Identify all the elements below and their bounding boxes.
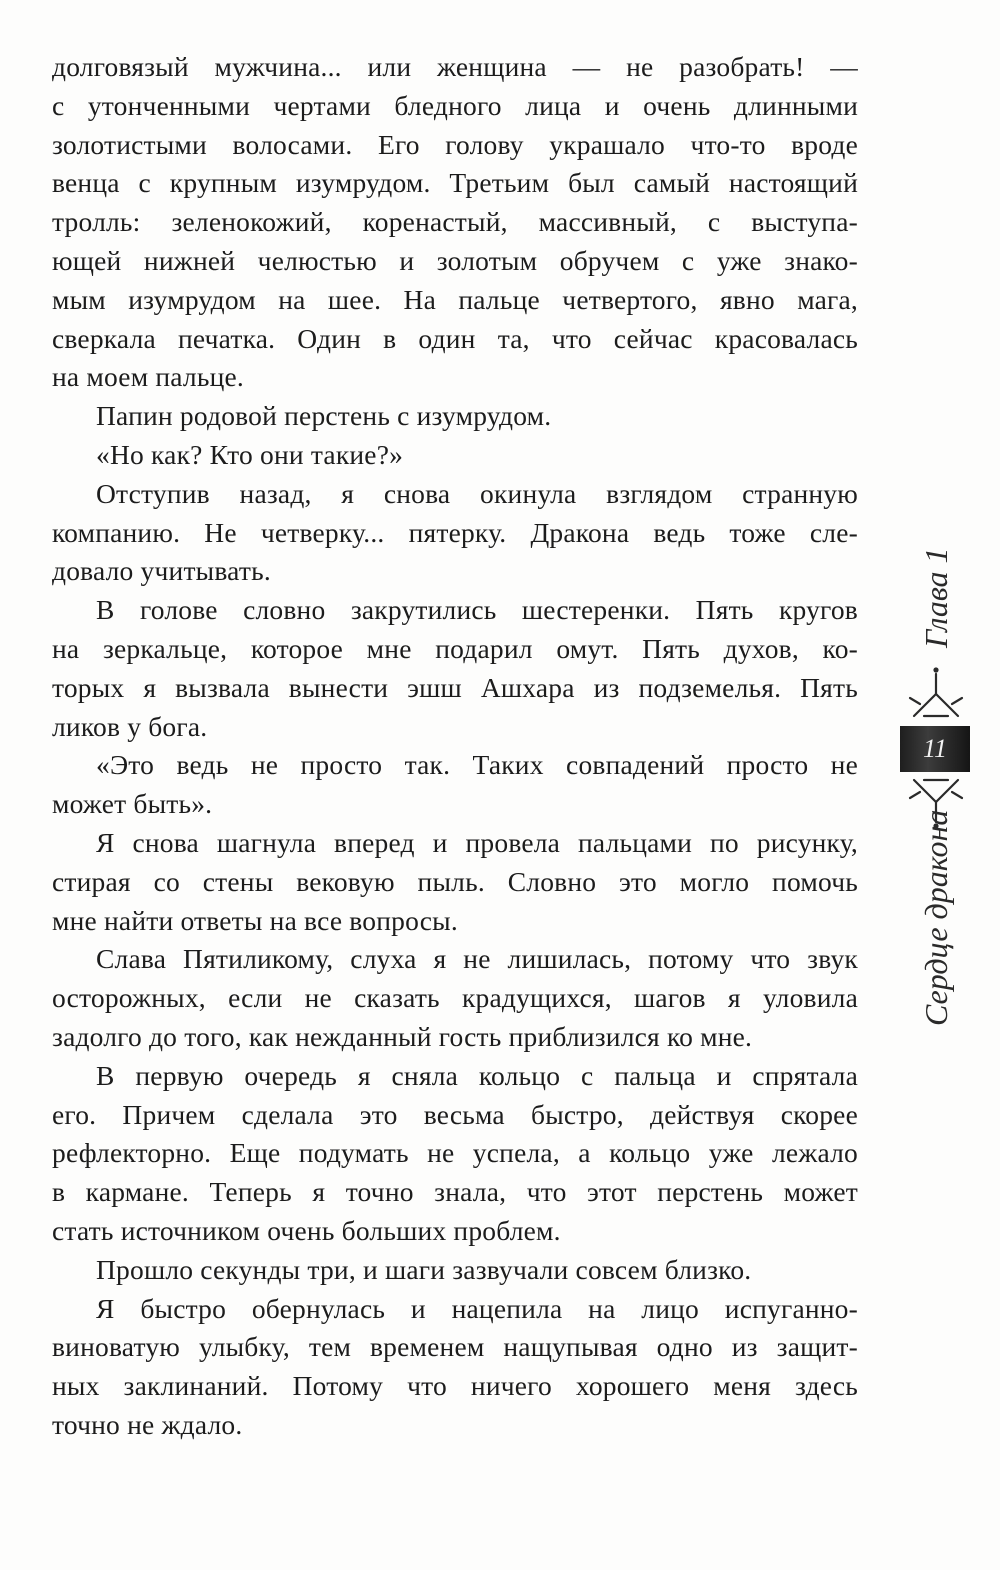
text-line: ющей нижней челюстью и золотым обручем с уже знако- xyxy=(52,244,858,276)
text-line: В первую очередь я сняла кольцо с пальца и спрятала xyxy=(96,1059,858,1091)
text-line: его. Причем сделала это весьма быстро, действуя скорее xyxy=(52,1098,858,1130)
text-line: венца с крупным изумрудом. Третьим был самый настоящий xyxy=(52,167,858,199)
page-number-badge xyxy=(900,726,970,772)
text-line: ликов у бога. xyxy=(52,710,208,742)
text-line: торых я вызвала вынести эшш Ашхара из подземелья. Пять xyxy=(52,671,858,703)
text-line: довало учитывать. xyxy=(52,555,271,587)
text-line: «Но как? Кто они такие?» xyxy=(96,438,404,470)
text-line: осторожных, если не сказать крадущихся, шагов я уловила xyxy=(52,982,858,1014)
body-text xyxy=(52,48,858,1445)
text-line: тролль: зеленокожий, коренастый, массивный, с выступа- xyxy=(52,206,858,238)
text-line: стирая со стены вековую пыль. Словно это могло помочь xyxy=(52,865,858,897)
text-line: виноватую улыбку, тем временем нащупывая одно из защит- xyxy=(52,1331,858,1363)
text-line: Я снова шагнула вперед и провела пальцами по рисунку, xyxy=(96,826,858,858)
text-line: в кармане. Теперь я точно знала, что этот перстень может xyxy=(52,1176,858,1208)
text-line: на моем пальце. xyxy=(52,361,244,393)
text-line: компанию. Не четверку... пятерку. Дракона ведь тоже сле- xyxy=(52,516,858,548)
text-line: мым изумрудом на шее. На пальце четвертого, явно мага, xyxy=(52,283,858,315)
text-line: долговязый мужчина... или женщина — не разобрать! — xyxy=(52,51,858,82)
text-line: Отступив назад, я снова окинула взглядом странную xyxy=(96,477,858,509)
text-line: ных заклинаний. Потому что ничего хорошего меня здесь xyxy=(52,1370,858,1402)
text-line: мне найти ответы на все вопросы. xyxy=(52,904,458,936)
text-line: стать источником очень больших проблем. xyxy=(52,1214,561,1246)
text-line: на зеркальце, которое мне подарил омут. Пять духов, ко- xyxy=(52,632,858,664)
text-line: с утонченными чертами бледного лица и очень длинными xyxy=(52,89,858,121)
chapter-label: Глава 1 xyxy=(918,547,954,648)
text-line: сверкала печатка. Один в один та, что сейчас красовалась xyxy=(52,322,858,354)
text-line: Слава Пятиликому, слуха я не лишилась, потому что звук xyxy=(96,943,858,975)
text-line: рефлекторно. Еще подумать не успела, а кольцо уже лежало xyxy=(52,1137,858,1169)
text-line: В голове словно закрутились шестеренки. Пять кругов xyxy=(96,594,858,626)
text-line: золотистыми волосами. Его голову украшало что-то вроде xyxy=(52,128,858,160)
text-line: Я быстро обернулась и нацепила на лицо испуганно- xyxy=(96,1292,858,1324)
running-head-sidebar xyxy=(900,540,970,1100)
text-line: Прошло секунды три, и шаги зазвучали совсем близко. xyxy=(96,1253,752,1285)
tribal-ornament-icon xyxy=(906,664,966,720)
text-line: точно не ждало. xyxy=(52,1408,243,1440)
page-number: 11 xyxy=(922,734,948,763)
text-line: задолго до того, как нежданный гость приблизился ко мне. xyxy=(52,1020,753,1052)
text-line: «Это ведь не просто так. Таких совпадений просто не xyxy=(96,749,858,781)
book-title: Сердце дракона xyxy=(918,809,954,1026)
text-line: Папин родовой перстень с изумрудом. xyxy=(96,400,552,432)
text-line: может быть». xyxy=(52,788,213,820)
